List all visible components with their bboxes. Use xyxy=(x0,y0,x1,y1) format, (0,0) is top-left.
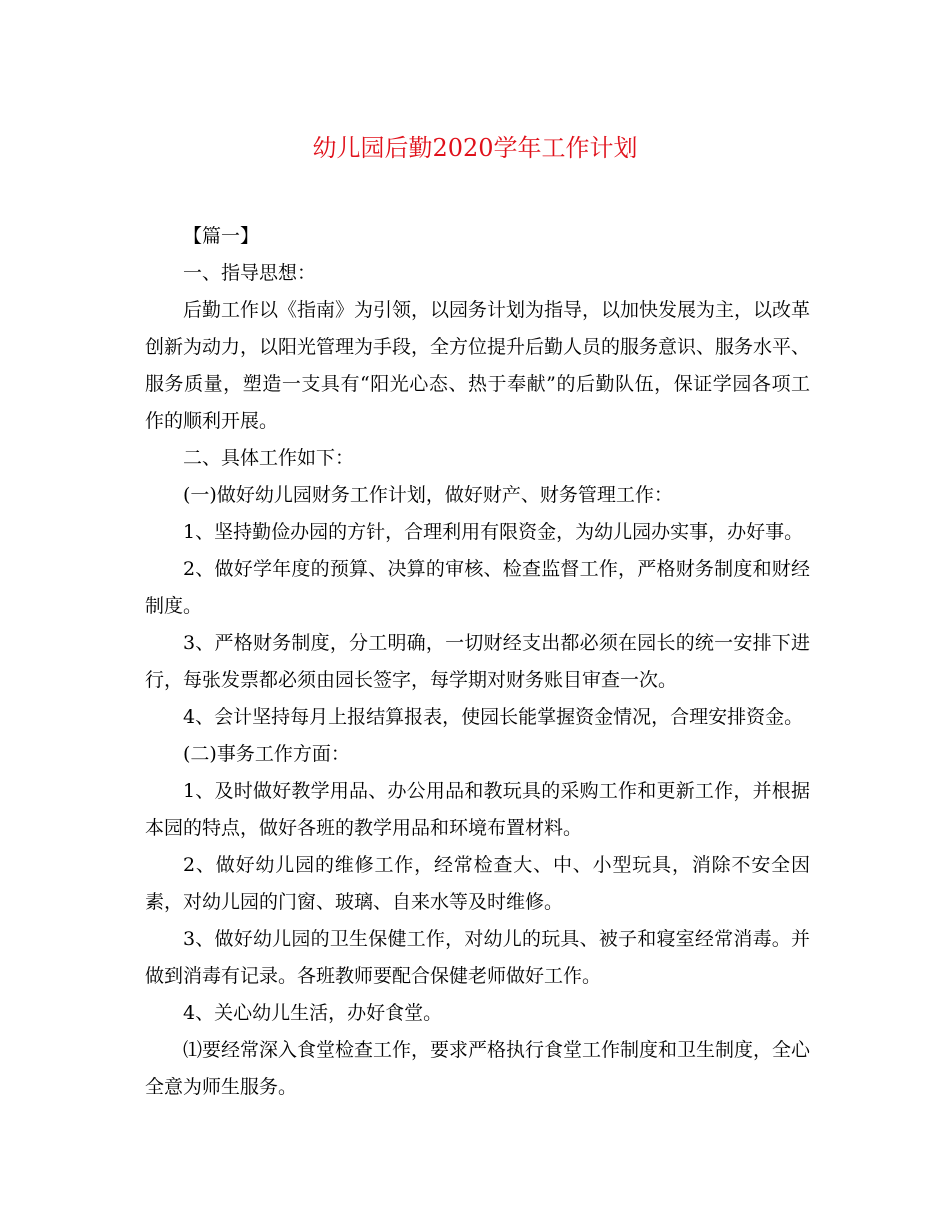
finance-item-2: 2、做好学年度的预算、决算的审核、检查监督工作，严格财务制度和财经制度。 xyxy=(145,558,810,617)
affairs-item-3: 3、做好幼儿园的卫生保健工作，对幼儿的玩具、被子和寝室经常消毒。并做到消毒有记录。各班教师要配合保健老师做好工作。 xyxy=(145,928,810,987)
document-title: 幼儿园后勤2020学年工作计划 xyxy=(312,134,638,162)
section-label: 【篇一】 xyxy=(183,225,260,247)
finance-item-4: 4、会计坚持每月上报结算报表，使园长能掌握资金情况，合理安排资金。 xyxy=(183,706,804,728)
heading-specific-work: 二、具体工作如下： xyxy=(183,447,355,469)
finance-item-3: 3、严格财务制度，分工明确，一切财经支出都必须在园长的统一安排下进行，每张发票都必须由园长签字，每学期对财务账目审查一次。 xyxy=(145,632,810,691)
affairs-item-2: 2、做好幼儿园的维修工作，经常检查大、中、小型玩具，消除不安全因素，对幼儿园的门窗、玻璃、自来水等及时维修。 xyxy=(145,854,810,913)
finance-item-1: 1、坚持勤俭办园的方针，合理利用有限资金，为幼儿园办实事，办好事。 xyxy=(183,521,804,543)
canteen-item-1: ⑴要经常深入食堂检查工作，要求严格执行食堂工作制度和卫生制度，全心全意为师生服务。 xyxy=(145,1039,811,1098)
affairs-item-1: 1、及时做好教学用品、办公用品和教玩具的采购工作和更新工作，并根据本园的特点，做好各班的教学用品和环境布置材料。 xyxy=(145,780,810,839)
affairs-item-4: 4、关心幼儿生活，办好食堂。 xyxy=(183,1002,443,1024)
subheading-affairs: (二)事务工作方面： xyxy=(183,743,350,765)
heading-guiding-ideology: 一、指导思想： xyxy=(183,262,317,284)
paragraph-guiding-ideology: 后勤工作以《指南》为引领，以园务计划为指导，以加快发展为主，以改革创新为动力，以阳光管理为手段，全方位提升后勤人员的服务意识、服务水平、服务质量，塑造一支具有“阳光心态、热于奉献”的后勤队伍，保证学园各项工作的顺利开展。 xyxy=(145,299,811,432)
document-body xyxy=(145,218,810,1106)
subheading-finance: (一)做好幼儿园财务工作计划，做好财产、财务管理工作： xyxy=(183,484,673,506)
